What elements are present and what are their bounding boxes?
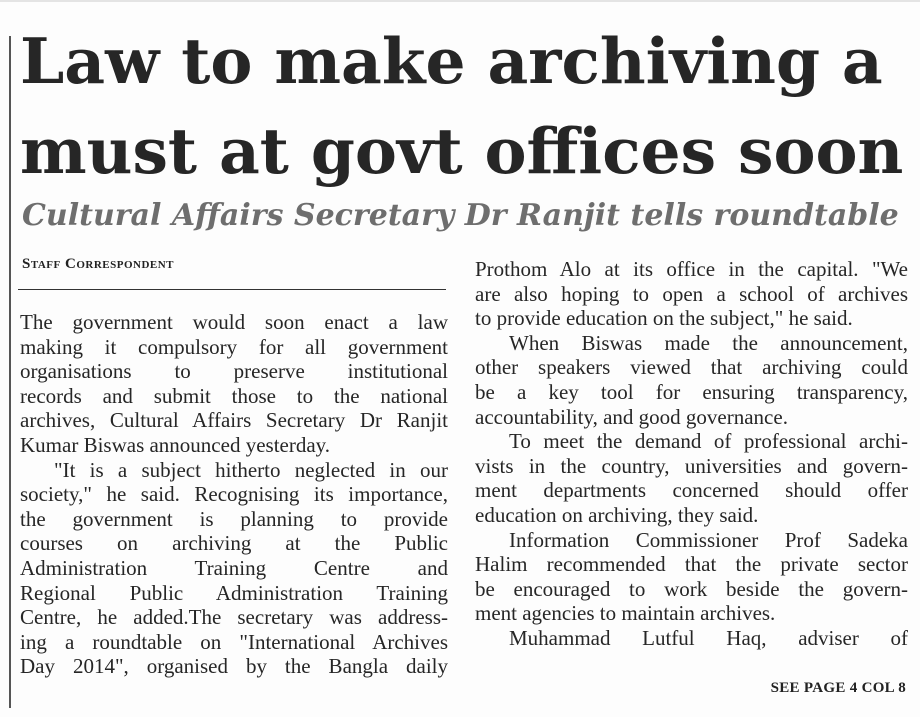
text-line: the government is planning to provide xyxy=(20,506,448,531)
byline: Staff Correspondent xyxy=(22,256,175,272)
byline-divider xyxy=(18,289,446,290)
subheadline: Cultural Affairs Secretary Dr Ranjit tells roundtable xyxy=(22,198,899,233)
text-line: To meet the demand of professional archi- xyxy=(509,429,908,454)
body-column-2 xyxy=(475,257,908,651)
text-line: vists in the country, universities and govern- xyxy=(475,453,908,478)
text-line: be encouraged to work beside the govern- xyxy=(475,576,908,601)
paragraph xyxy=(475,331,908,429)
text-line: Centre, he added.The secretary was address- xyxy=(20,605,448,630)
text-line: education on archiving, they said. xyxy=(475,502,759,527)
text-line: "It is a subject hitherto neglected in our xyxy=(54,457,448,482)
paragraph xyxy=(20,310,448,458)
text-line: ment agencies to maintain archives. xyxy=(475,601,776,626)
text-line: making it compulsory for all government xyxy=(20,334,448,359)
body-column-1 xyxy=(20,310,448,679)
headline-line-1: Law to make archiving a xyxy=(20,24,883,98)
text-line: ing a roundtable on "International Archives xyxy=(20,629,448,654)
text-line: be a key tool for ensuring transparency, xyxy=(475,379,908,404)
text-line: accountability, and good governance. xyxy=(475,404,788,429)
text-line: Regional Public Administration Training xyxy=(20,580,448,605)
text-line: The government would soon enact a law xyxy=(20,310,448,334)
text-line: Information Commissioner Prof Sadeka xyxy=(509,527,908,552)
text-line: to provide education on the subject," he said. xyxy=(475,306,853,331)
headline xyxy=(20,16,910,196)
text-line: archives, Cultural Affairs Secretary Dr Ranjit xyxy=(20,408,448,433)
paragraph xyxy=(475,626,908,651)
headline-line-2: must at govt offices soon xyxy=(20,114,904,188)
paragraph xyxy=(475,257,908,331)
text-line: are also hoping to open a school of archives xyxy=(475,281,908,306)
text-line: Administration Training Centre and xyxy=(20,555,448,580)
text-line: ment departments concerned should offer xyxy=(475,478,908,503)
text-line: Day 2014", organised by the Bangla daily xyxy=(20,654,448,679)
paragraph xyxy=(20,458,448,679)
text-line: society," he said. Recognising its importance, xyxy=(20,482,448,507)
text-line: organisations to preserve institutional xyxy=(20,359,448,384)
text-line: courses on archiving at the Public xyxy=(20,531,448,556)
left-column-rule xyxy=(9,36,11,708)
text-line: records and submit those to the national xyxy=(20,383,448,408)
text-line: Halim recommended that the private sector xyxy=(475,552,908,577)
paragraph xyxy=(475,528,908,626)
text-line: When Biswas made the announcement, xyxy=(509,330,908,355)
text-line: Kumar Biswas announced yesterday. xyxy=(20,432,331,457)
paragraph xyxy=(475,429,908,527)
text-line: other speakers viewed that archiving could xyxy=(475,355,908,380)
continuation-jump-line: SEE PAGE 4 COL 8 xyxy=(770,680,906,696)
text-line: Prothom Alo at its office in the capital. "We xyxy=(475,257,908,281)
text-line: Muhammad Lutful Haq, adviser of xyxy=(509,625,908,650)
top-border xyxy=(0,0,920,2)
